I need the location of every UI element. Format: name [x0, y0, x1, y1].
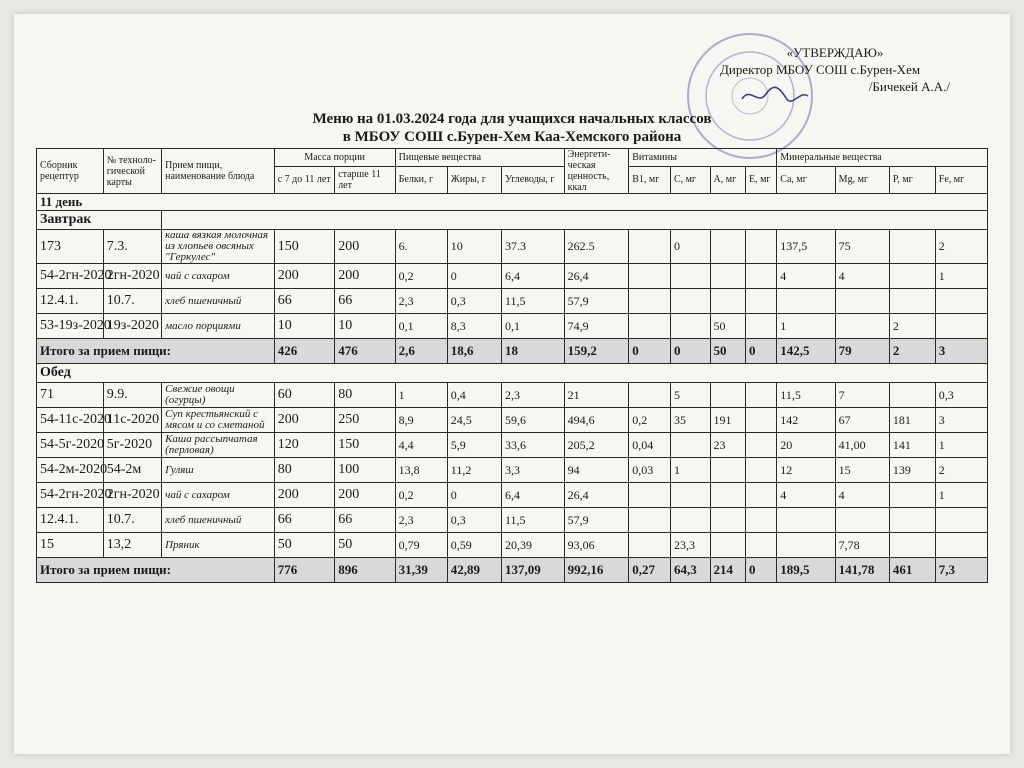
table-cell: 250	[335, 408, 395, 433]
dish-name-cell: Пряник	[162, 533, 275, 558]
table-cell	[670, 433, 710, 458]
table-cell	[710, 533, 745, 558]
table-cell: 3,3	[502, 458, 565, 483]
total-cell: 461	[889, 558, 935, 583]
table-cell	[629, 314, 671, 339]
table-cell: 200	[335, 264, 395, 289]
table-row	[37, 458, 988, 483]
title-line-1: Меню на 01.03.2024 года для учащихся начальных классов	[312, 111, 712, 127]
table-cell: 100	[335, 458, 395, 483]
table-cell: 54-2м-2020	[37, 458, 104, 483]
table-cell: 12	[777, 458, 835, 483]
dish-name-cell: чай с сахаром	[162, 264, 275, 289]
total-cell: 50	[710, 339, 745, 364]
header-vitamins: Витамины	[629, 149, 777, 167]
table-cell: 0,3	[447, 289, 501, 314]
breakfast-row	[37, 211, 988, 230]
table-row	[37, 289, 988, 314]
table-cell: 10	[274, 314, 334, 339]
header-a: А, мг	[710, 166, 745, 193]
day-row	[37, 194, 988, 211]
table-cell: 20,39	[502, 533, 565, 558]
table-cell: 494,6	[564, 408, 629, 433]
header-c: С, мг	[670, 166, 710, 193]
table-cell: 75	[835, 230, 889, 264]
table-cell: 71	[37, 383, 104, 408]
total-label: Итого за прием пищи:	[37, 558, 275, 583]
header-ca: Ca, мг	[777, 166, 835, 193]
table-cell: 200	[274, 264, 334, 289]
header-nutrients: Пищевые вещества	[395, 149, 564, 167]
table-cell	[935, 314, 987, 339]
table-cell: 57,9	[564, 289, 629, 314]
table-cell: 200	[274, 408, 334, 433]
table-cell	[745, 533, 776, 558]
total-cell: 426	[274, 339, 334, 364]
table-cell: 20	[777, 433, 835, 458]
table-cell	[935, 508, 987, 533]
table-cell: 4,4	[395, 433, 447, 458]
total-cell: 896	[335, 558, 395, 583]
table-cell	[629, 264, 671, 289]
menu-title	[14, 110, 1010, 146]
header-b1: В1, мг	[629, 166, 671, 193]
table-cell: 0,2	[629, 408, 671, 433]
table-cell: 10.7.	[103, 508, 161, 533]
table-cell: 11,5	[777, 383, 835, 408]
table-cell: 200	[274, 483, 334, 508]
dish-name-cell: каша вязкая молочная из хлопьев овсяных "Геркулес"	[162, 230, 275, 264]
table-row	[37, 483, 988, 508]
table-cell: 0,3	[447, 508, 501, 533]
table-cell: 60	[274, 383, 334, 408]
table-cell: 1	[935, 483, 987, 508]
table-cell: 2гн-2020	[103, 264, 161, 289]
table-cell: 33,6	[502, 433, 565, 458]
table-cell: 80	[274, 458, 334, 483]
table-cell: 1	[935, 264, 987, 289]
table-cell	[835, 508, 889, 533]
table-cell	[629, 289, 671, 314]
table-cell	[670, 483, 710, 508]
header-energy: Энергети-ческая ценность, ккал	[564, 149, 629, 194]
table-row	[37, 508, 988, 533]
table-cell: 11,5	[502, 508, 565, 533]
table-cell: 142	[777, 408, 835, 433]
menu-table	[36, 148, 988, 583]
table-cell: 54-5г-2020	[37, 433, 104, 458]
header-p: P, мг	[889, 166, 935, 193]
total-cell: 141,78	[835, 558, 889, 583]
header-fat: Жиры, г	[447, 166, 501, 193]
header-tech-card: № техноло-гической карты	[103, 149, 161, 194]
table-cell: 191	[710, 408, 745, 433]
table-cell: 2,3	[395, 508, 447, 533]
table-cell: 7	[835, 383, 889, 408]
table-cell: 0,1	[502, 314, 565, 339]
table-cell: 0,2	[395, 264, 447, 289]
table-cell	[670, 289, 710, 314]
table-cell	[745, 483, 776, 508]
table-cell: 262.5	[564, 230, 629, 264]
total-cell: 142,5	[777, 339, 835, 364]
table-cell: 9.9.	[103, 383, 161, 408]
table-cell	[889, 483, 935, 508]
table-row	[37, 230, 988, 264]
table-cell: 0,1	[395, 314, 447, 339]
table-cell: 66	[335, 508, 395, 533]
table-cell: 54-2гн-2020	[37, 483, 104, 508]
table-cell: 67	[835, 408, 889, 433]
table-cell	[670, 264, 710, 289]
table-cell: 10.7.	[103, 289, 161, 314]
header-protein: Белки, г	[395, 166, 447, 193]
table-cell	[629, 483, 671, 508]
table-cell	[710, 230, 745, 264]
table-cell: 150	[274, 230, 334, 264]
table-cell	[745, 289, 776, 314]
table-cell	[745, 508, 776, 533]
title-line-2: в МБОУ СОШ с.Бурен-Хем Каа-Хемского района	[342, 129, 682, 145]
lunch-row	[37, 364, 988, 383]
dish-name-cell: масло порциями	[162, 314, 275, 339]
total-cell: 3	[935, 339, 987, 364]
table-cell: 11,2	[447, 458, 501, 483]
table-cell: 15	[835, 458, 889, 483]
table-cell: 7.3.	[103, 230, 161, 264]
approval-position: Директор МБОУ СОШ с.Бурен-Хем	[720, 62, 921, 77]
table-cell: 0,79	[395, 533, 447, 558]
document-page	[14, 14, 1010, 754]
day-label: 11 день	[37, 194, 988, 211]
table-cell: 2	[935, 458, 987, 483]
table-cell: 66	[335, 289, 395, 314]
table-cell: 23	[710, 433, 745, 458]
breakfast-label: Завтрак	[37, 211, 162, 230]
table-cell: 2	[889, 314, 935, 339]
table-cell: 5	[670, 383, 710, 408]
table-cell	[710, 289, 745, 314]
dish-name-cell: Каша рассыпчатая (перловая)	[162, 433, 275, 458]
dish-name-cell: хлеб пшеничный	[162, 289, 275, 314]
table-cell	[777, 508, 835, 533]
table-cell: 41,00	[835, 433, 889, 458]
table-cell: 181	[889, 408, 935, 433]
header-portion-mass: Масса порции	[274, 149, 395, 167]
dish-name-cell: чай с сахаром	[162, 483, 275, 508]
dish-name-cell: Свежие овощи (огурцы)	[162, 383, 275, 408]
approval-signature-name: /Бичекей А.А./	[868, 79, 950, 94]
table-cell: 0,4	[447, 383, 501, 408]
table-cell	[889, 383, 935, 408]
table-cell	[889, 230, 935, 264]
handwritten-signature	[740, 84, 810, 106]
total-row	[37, 339, 988, 364]
table-cell: 6,4	[502, 264, 565, 289]
table-cell: 12.4.1.	[37, 508, 104, 533]
header-recipe-book: Сборник рецептур	[37, 149, 104, 194]
table-cell	[777, 289, 835, 314]
table-cell: 12.4.1.	[37, 289, 104, 314]
table-cell: 1	[670, 458, 710, 483]
table-cell: 2гн-2020	[103, 483, 161, 508]
table-cell	[745, 383, 776, 408]
table-cell: 24,5	[447, 408, 501, 433]
table-cell	[745, 433, 776, 458]
table-cell: 37.3	[502, 230, 565, 264]
table-cell: 8,9	[395, 408, 447, 433]
table-cell: 54-11с-2020	[37, 408, 104, 433]
table-cell	[745, 264, 776, 289]
approval-heading: «УТВЕРЖДАЮ»	[786, 45, 884, 60]
table-cell: 0,04	[629, 433, 671, 458]
table-cell: 7,78	[835, 533, 889, 558]
table-cell: 23,3	[670, 533, 710, 558]
table-cell: 0,59	[447, 533, 501, 558]
table-cell	[745, 314, 776, 339]
table-cell: 80	[335, 383, 395, 408]
header-mass-over-11: старше 11 лет	[335, 166, 395, 193]
table-cell: 5г-2020	[103, 433, 161, 458]
table-cell	[889, 508, 935, 533]
total-row	[37, 558, 988, 583]
table-cell: 11,5	[502, 289, 565, 314]
total-cell: 0	[745, 339, 776, 364]
table-cell	[835, 314, 889, 339]
total-cell: 79	[835, 339, 889, 364]
table-cell: 4	[835, 264, 889, 289]
header-carbs: Углеводы, г	[502, 166, 565, 193]
table-row	[37, 533, 988, 558]
table-cell: 0	[670, 230, 710, 264]
total-cell: 137,09	[502, 558, 565, 583]
table-cell: 11с-2020	[103, 408, 161, 433]
table-cell	[935, 533, 987, 558]
table-row	[37, 383, 988, 408]
table-cell: 137,5	[777, 230, 835, 264]
header-fe: Fe, мг	[935, 166, 987, 193]
total-cell: 7,3	[935, 558, 987, 583]
table-cell	[835, 289, 889, 314]
dish-name-cell: Гуляш	[162, 458, 275, 483]
table-cell: 26,4	[564, 483, 629, 508]
table-cell: 26,4	[564, 264, 629, 289]
table-cell: 94	[564, 458, 629, 483]
table-cell: 13,8	[395, 458, 447, 483]
lunch-label: Обед	[37, 364, 988, 383]
table-cell: 10	[335, 314, 395, 339]
table-cell	[670, 508, 710, 533]
total-cell: 2,6	[395, 339, 447, 364]
table-cell: 10	[447, 230, 501, 264]
table-cell: 4	[777, 264, 835, 289]
dish-name-cell: хлеб пшеничный	[162, 508, 275, 533]
total-cell: 776	[274, 558, 334, 583]
table-cell: 54-2гн-2020	[37, 264, 104, 289]
table-cell: 93,06	[564, 533, 629, 558]
table-cell: 4	[777, 483, 835, 508]
table-cell: 2,3	[395, 289, 447, 314]
total-cell: 42,89	[447, 558, 501, 583]
table-cell: 139	[889, 458, 935, 483]
table-cell: 19з-2020	[103, 314, 161, 339]
table-cell: 1	[395, 383, 447, 408]
table-cell: 53-19з-2020	[37, 314, 104, 339]
total-cell: 64,3	[670, 558, 710, 583]
table-cell	[745, 408, 776, 433]
table-row	[37, 264, 988, 289]
total-cell: 18	[502, 339, 565, 364]
header-mass-7-11: с 7 до 11 лет	[274, 166, 334, 193]
table-cell	[710, 508, 745, 533]
table-cell: 74,9	[564, 314, 629, 339]
table-cell	[629, 508, 671, 533]
table-cell: 35	[670, 408, 710, 433]
table-cell	[710, 383, 745, 408]
table-row	[37, 408, 988, 433]
header-e: Е, мг	[745, 166, 776, 193]
total-cell: 476	[335, 339, 395, 364]
table-cell: 15	[37, 533, 104, 558]
table-cell: 21	[564, 383, 629, 408]
table-cell: 57,9	[564, 508, 629, 533]
table-cell	[710, 483, 745, 508]
total-label: Итого за прием пищи:	[37, 339, 275, 364]
header-mg: Mg, мг	[835, 166, 889, 193]
total-cell: 0	[745, 558, 776, 583]
table-cell: 59,6	[502, 408, 565, 433]
total-cell: 214	[710, 558, 745, 583]
table-cell: 50	[335, 533, 395, 558]
table-cell: 0,03	[629, 458, 671, 483]
table-cell	[629, 383, 671, 408]
table-row	[37, 433, 988, 458]
table-cell: 5,9	[447, 433, 501, 458]
table-cell	[745, 230, 776, 264]
total-cell: 159,2	[564, 339, 629, 364]
table-cell: 0	[447, 264, 501, 289]
table-cell	[889, 264, 935, 289]
total-cell: 18,6	[447, 339, 501, 364]
table-cell: 200	[335, 483, 395, 508]
total-cell: 0,27	[629, 558, 671, 583]
table-cell	[777, 533, 835, 558]
table-cell: 120	[274, 433, 334, 458]
table-cell	[710, 264, 745, 289]
table-cell: 50	[274, 533, 334, 558]
table-cell: 54-2м	[103, 458, 161, 483]
total-cell: 189,5	[777, 558, 835, 583]
table-cell	[710, 458, 745, 483]
dish-name-cell: Суп крестьянский с мясом и со сметаной	[162, 408, 275, 433]
total-cell: 992,16	[564, 558, 629, 583]
table-cell	[745, 458, 776, 483]
approval-block	[720, 44, 950, 95]
table-cell: 66	[274, 508, 334, 533]
total-cell: 31,39	[395, 558, 447, 583]
table-cell: 3	[935, 408, 987, 433]
table-cell: 2	[935, 230, 987, 264]
table-cell: 8,3	[447, 314, 501, 339]
total-cell: 0	[629, 339, 671, 364]
table-cell: 6,4	[502, 483, 565, 508]
table-cell: 2,3	[502, 383, 565, 408]
table-cell: 0	[447, 483, 501, 508]
table-cell	[889, 289, 935, 314]
table-cell: 13,2	[103, 533, 161, 558]
total-cell: 0	[670, 339, 710, 364]
header-dish: Прием пищи, наименование блюда	[162, 149, 275, 194]
header-minerals: Минеральные вещества	[777, 149, 988, 167]
table-cell	[935, 289, 987, 314]
table-cell: 1	[777, 314, 835, 339]
table-cell: 66	[274, 289, 334, 314]
table-cell: 0,3	[935, 383, 987, 408]
table-row	[37, 314, 988, 339]
table-cell: 1	[935, 433, 987, 458]
header-row-1	[37, 149, 988, 167]
table-cell	[629, 533, 671, 558]
menu-body	[37, 194, 988, 583]
table-cell: 50	[710, 314, 745, 339]
table-cell: 150	[335, 433, 395, 458]
table-cell	[629, 230, 671, 264]
table-cell: 0,2	[395, 483, 447, 508]
table-cell	[670, 314, 710, 339]
table-cell: 173	[37, 230, 104, 264]
table-cell: 205,2	[564, 433, 629, 458]
table-cell: 6.	[395, 230, 447, 264]
total-cell: 2	[889, 339, 935, 364]
table-cell: 200	[335, 230, 395, 264]
table-cell: 141	[889, 433, 935, 458]
table-cell: 4	[835, 483, 889, 508]
table-cell	[889, 533, 935, 558]
